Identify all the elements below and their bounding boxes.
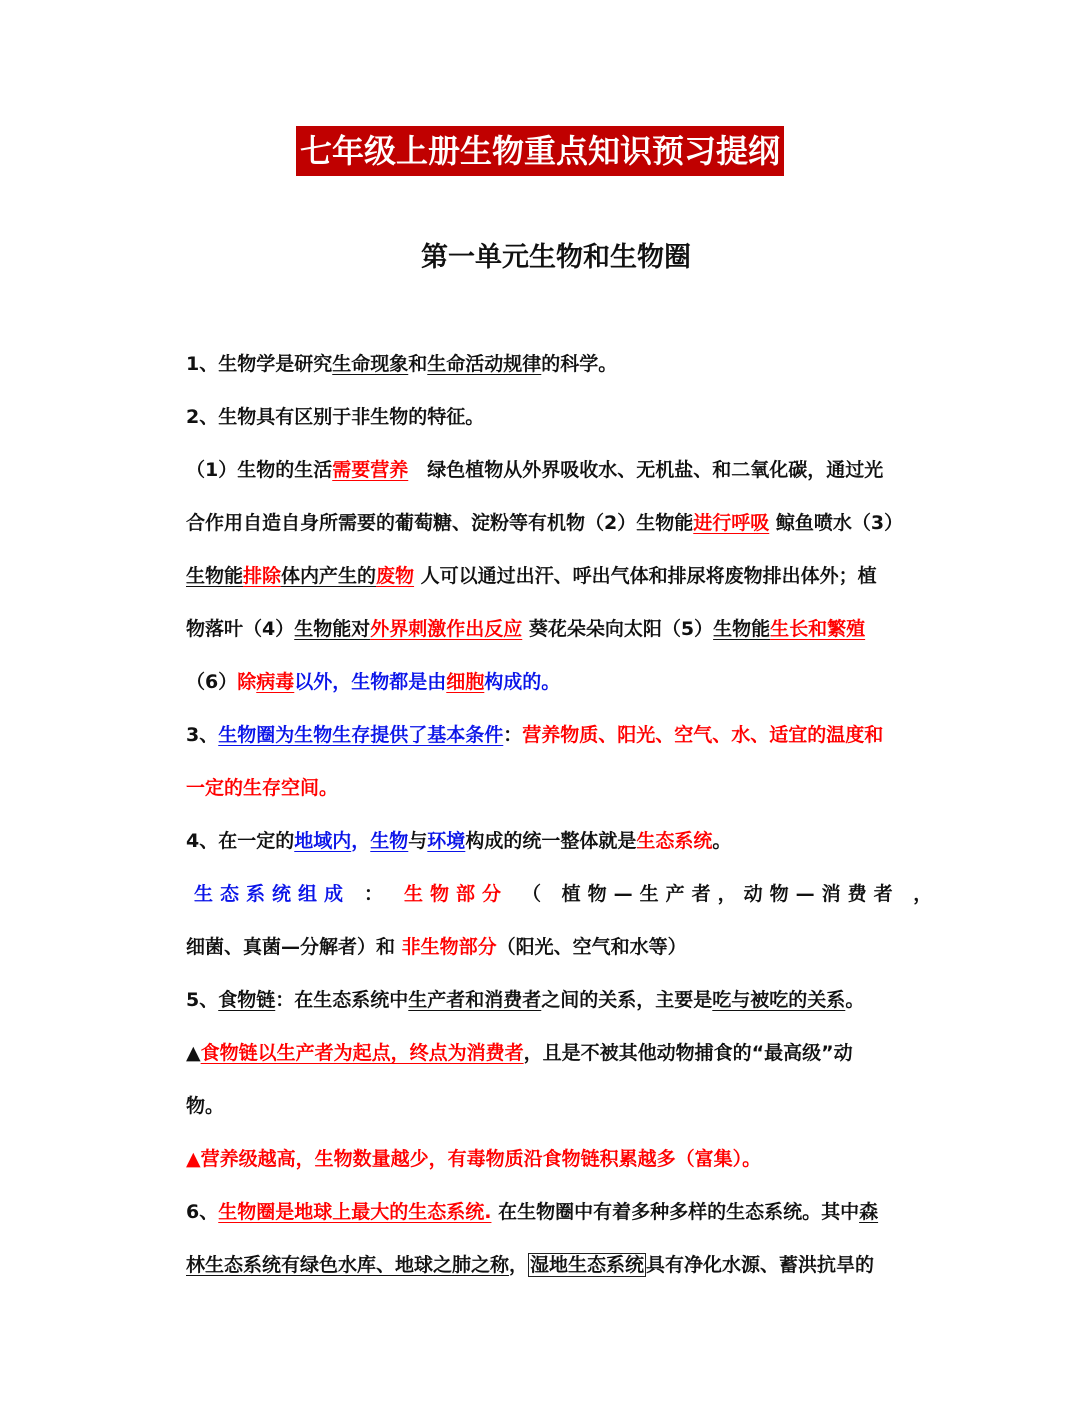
keyword: 生物圈为生物生存提供了基本条件 (218, 724, 504, 746)
keyword: 林生态系统有绿色水库、地球之肺之称 (186, 1254, 510, 1276)
item-2 (186, 391, 928, 444)
keyword: 除 (237, 671, 257, 693)
item-2-line-2 (186, 497, 928, 550)
text: ， (509, 1254, 529, 1276)
text: 1、生物学是研究 (186, 353, 333, 375)
keyword: 生态系统 (636, 830, 713, 852)
keyword: 生命活动规律 (427, 353, 542, 375)
text: 之间的关系，主要是 (541, 989, 713, 1011)
text: 5、 (186, 989, 219, 1011)
keyword: 进行呼吸 (693, 512, 770, 534)
keyword: 非生物部分 (401, 936, 497, 958)
text: ，且是不被其他动物捕食的“最高级”动 (523, 1042, 853, 1064)
text: 物落叶（4） (186, 618, 295, 640)
keyword: 吃与被吃的关系 (712, 989, 846, 1011)
keyword: ▲营养级越高，生物数量越少，有毒物质沿食物链积累越多（富集）。 (186, 1148, 762, 1170)
keyword: 地域内 (294, 830, 352, 852)
text: 构成的统一整体就是 (465, 830, 637, 852)
text: 在生物圈中有着多种多样的生态系统。其中 (491, 1201, 860, 1223)
text: 鲸鱼喷水（3） (769, 512, 904, 534)
item-4-composition-line-2 (186, 921, 928, 974)
keyword: 湿地生态系统 (530, 1254, 645, 1276)
item-5 (186, 974, 928, 1027)
title-wrap (0, 126, 1080, 176)
keyword: 食物链以生产者为起点，终点为消费者 (200, 1042, 524, 1064)
keyword: 食物链 (218, 989, 276, 1011)
text: （6） (186, 671, 238, 693)
text: 3、 (186, 724, 219, 746)
keyword: 外界刺激作出反应 (370, 618, 523, 640)
text: ， (351, 830, 371, 852)
triangle-icon: ▲ (186, 1042, 201, 1064)
text: 合作用自造自身所需要的葡萄糖、淀粉等有机物（2）生物能 (186, 512, 694, 534)
text: （ 植物—生产者，动物—消费者 ， (522, 883, 940, 905)
keyword: 生产者和消费者 (408, 989, 542, 1011)
keyword: 需要营养 (332, 459, 409, 481)
keyword: 生物能 (186, 565, 244, 587)
text: 人可以通过出汗、呼出气体和排尿将废物排出体外；植 (414, 565, 877, 587)
item-2-line-3 (186, 550, 928, 603)
text: （1）生物的生活 (186, 459, 333, 481)
text: 细菌、真菌—分解者）和 (186, 936, 402, 958)
text: ：在生态系统中 (275, 989, 409, 1011)
item-3-line-1 (186, 709, 928, 762)
text: 。 (712, 830, 732, 852)
keyword: 生命现象 (332, 353, 409, 375)
keyword: 生物部分 (404, 883, 509, 905)
keyword: 废物 (376, 565, 415, 587)
text: 葵花朵朵向太阳（5） (522, 618, 714, 640)
item-4-composition (186, 868, 940, 921)
item-2-line-5 (186, 656, 928, 709)
text: 具有净化水源、蓄洪抗旱的 (646, 1254, 875, 1276)
keyword: 森 (859, 1201, 879, 1223)
keyword: 以外，生物都是由 (294, 671, 447, 693)
keyword: 病毒 (256, 671, 295, 693)
item-3-line-2 (186, 762, 928, 815)
item-1 (186, 338, 928, 391)
unit-heading: 第一单元生物和生物圈 (421, 242, 691, 273)
keyword: 营养物质、阳光、空气、水、适宜的温度和 (522, 724, 884, 746)
item-4 (186, 815, 928, 868)
outline-body (186, 338, 940, 1292)
keyword: 构成的。 (484, 671, 561, 693)
item-5-note-2 (186, 1133, 928, 1186)
keyword: 环境 (427, 830, 466, 852)
keyword: 生物圈是地球上最大的生态系统. (218, 1201, 492, 1223)
text: ： (364, 883, 391, 905)
keyword: 生长和繁殖 (770, 618, 866, 640)
text: 2、生物具有区别于非生物的特征。 (186, 406, 485, 428)
text: 绿色植物从外界吸收水、无机盐、和二氧化碳，通过光 (408, 459, 884, 481)
text: 的科学。 (541, 353, 618, 375)
text: 物。 (186, 1095, 225, 1117)
text: 4、在一定的 (186, 830, 295, 852)
item-6-line-2 (186, 1239, 928, 1292)
keyword: 生物能对 (294, 618, 371, 640)
keyword: 细胞 (446, 671, 485, 693)
text: ： (503, 724, 523, 746)
text: 6、 (186, 1201, 219, 1223)
item-6-line-1 (186, 1186, 928, 1239)
keyword: 体内产生的 (281, 565, 377, 587)
item-2-line-1 (186, 444, 928, 497)
item-5-note-1-line-2 (186, 1080, 928, 1133)
keyword: 一定的生存空间。 (186, 777, 339, 799)
item-5-note-1 (186, 1027, 928, 1080)
page-title: 七年级上册生物重点知识预习提纲 (296, 126, 784, 176)
keyword: 排除 (243, 565, 282, 587)
item-2-line-4 (186, 603, 928, 656)
keyword: 生物 (370, 830, 409, 852)
keyword: 生物能 (713, 618, 771, 640)
keyword: 生态系统组成 (194, 883, 351, 905)
text: （阳光、空气和水等） (496, 936, 687, 958)
text: 和 (408, 353, 428, 375)
text: 。 (845, 989, 865, 1011)
text: 与 (408, 830, 428, 852)
